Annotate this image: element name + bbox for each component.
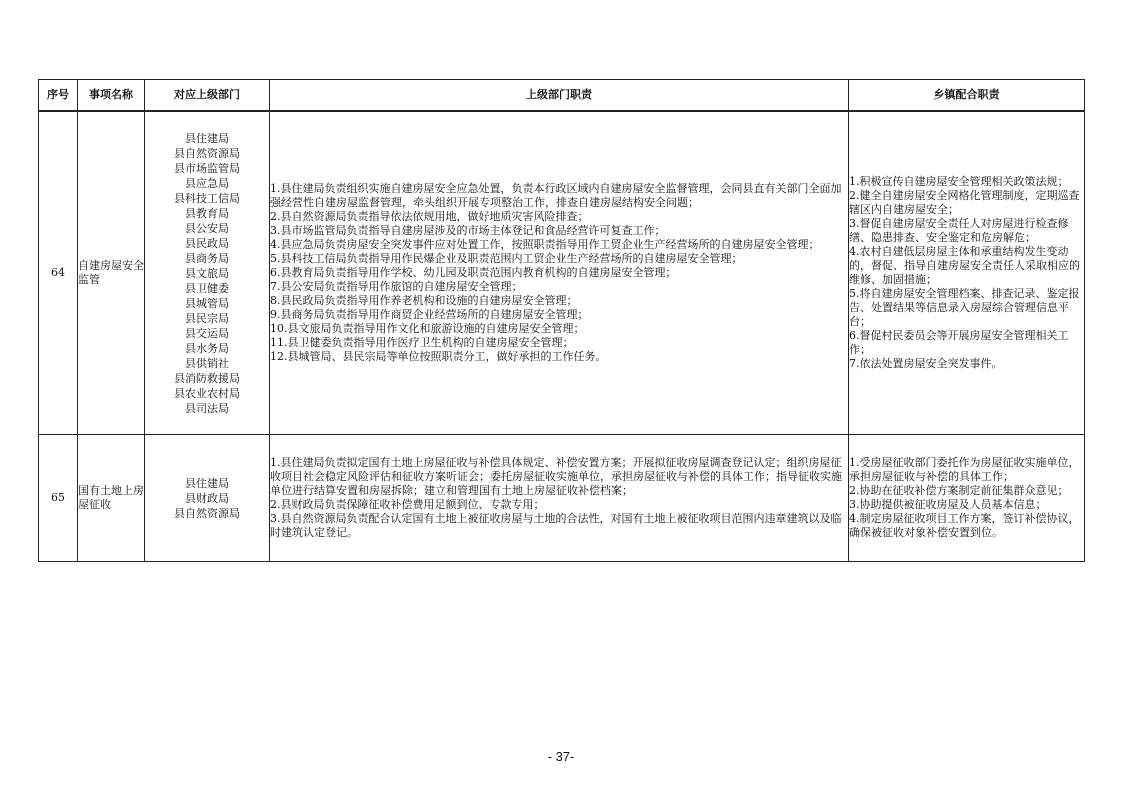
coop-item: 5.将自建房屋安全管理档案、排查记录、鉴定报告、处置结果等信息录入房屋综合管理信息平台； (849, 287, 1080, 328)
department: 县应急局 (185, 176, 229, 190)
header-no: 序号 (39, 80, 78, 112)
department: 县教育局 (185, 206, 229, 220)
coop-item: 6.督促村民委员会等开展房屋安全管理相关工作； (849, 329, 1069, 356)
duty-item: 9.县商务局负责指导用作商贸企业经营场所的自建房屋安全管理； (270, 308, 589, 321)
department: 县司法局 (185, 401, 229, 415)
duty-item: 8.县民政局负责指导用作养老机构和设施的自建房屋安全管理； (270, 294, 578, 307)
department: 县科技工信局 (174, 191, 240, 205)
duty-item: 10.县文旅局负责指导用作文化和旅游设施的自建房屋安全管理； (270, 322, 585, 335)
department: 县自然资源局 (174, 506, 240, 520)
duty-item: 3.县市场监管局负责指导自建房屋涉及的市场主体登记和食品经营许可复查工作； (270, 224, 666, 237)
superior-duty-cell (270, 435, 849, 562)
duty-item: 2.县自然资源局负责指导依法依规用地，做好地质灾害风险排查； (270, 210, 589, 223)
coop-item: 3.协助提供被征收房屋及人员基本信息； (849, 498, 1047, 511)
department: 县水务局 (185, 341, 229, 355)
department: 县城管局 (185, 296, 229, 310)
duty-item: 2.县财政局负责保障征收补偿费用足额到位、专款专用； (270, 498, 545, 511)
coop-item: 7.依法处置房屋安全突发事件。 (849, 357, 1003, 370)
department-list (145, 435, 270, 562)
duty-item: 7.县公安局负责指导用作旅馆的自建房屋安全管理； (270, 280, 523, 293)
duty-item: 12.县城管局、县民宗局等单位按照职责分工，做好承担的工作任务。 (270, 350, 607, 363)
department: 县交运局 (185, 326, 229, 340)
coop-item: 2.健全自建房屋安全网格化管理制度，定期巡查辖区内自建房屋安全； (849, 189, 1080, 216)
table-header-row (39, 80, 1085, 112)
duty-item: 3.县自然资源局负责配合认定国有土地上被征收房屋与土地的合法性，对国有土地上被征收项目范围内违章建筑以及临时建筑认定登记。 (270, 512, 842, 539)
department: 县农业农村局 (174, 386, 240, 400)
table-row (39, 435, 1085, 562)
duty-item: 4.县应急局负责房屋安全突发事件应对处置工作，按照职责指导用作工贸企业生产经营场所的自建房屋安全管理； (270, 238, 820, 251)
coop-item: 4.农村自建低层房屋主体和承重结构发生变动的，督促、指导自建房屋安全责任人采取相应的维修、加固措施； (849, 245, 1080, 286)
department: 县住建局 (185, 476, 229, 490)
item-name: 国有土地上房屋征收 (78, 435, 145, 562)
page-number: - 37- (547, 749, 575, 764)
responsibility-table (38, 79, 1085, 562)
coop-item: 3.督促自建房屋安全责任人对房屋进行检查修缮、隐患排查、安全鉴定和危房解危； (849, 217, 1069, 244)
superior-duty-cell (270, 111, 849, 435)
coop-item: 4.制定房屋征收项目工作方案，签订补偿协议，确保被征收对象补偿安置到位。 (849, 512, 1080, 539)
header-town-coop-duty: 乡镇配合职责 (849, 80, 1085, 112)
town-coop-duty-cell (849, 111, 1085, 435)
department-list (145, 111, 270, 435)
department: 县自然资源局 (174, 146, 240, 160)
duty-item: 6.县教育局负责指导用作学校、幼儿园及职责范围内教育机构的自建房屋安全管理； (270, 266, 677, 279)
department: 县民宗局 (185, 311, 229, 325)
town-coop-duty-cell (849, 435, 1085, 562)
coop-item: 2.协助在征收补偿方案制定前征集群众意见； (849, 484, 1069, 497)
item-name: 自建房屋安全监管 (78, 111, 145, 435)
department: 县供销社 (185, 356, 229, 370)
department: 县卫健委 (185, 281, 229, 295)
duty-item: 1.县住建局负责组织实施自建房屋安全应急处置，负责本行政区域内自建房屋安全监督管理，会同县直有关部门全面加强经营性自建房屋监督管理，牵头组织开展专项整治工作，排查自建房屋结构安全问题； (270, 182, 842, 209)
header-item-name: 事项名称 (78, 80, 145, 112)
row-number: 64 (39, 111, 78, 435)
department: 县文旅局 (185, 266, 229, 280)
department: 县市场监管局 (174, 161, 240, 175)
department: 县商务局 (185, 251, 229, 265)
header-superior-duty: 上级部门职责 (270, 80, 849, 112)
department: 县消防救援局 (174, 371, 240, 385)
coop-item: 1.受房屋征收部门委托作为房屋征收实施单位，承担房屋征收与补偿的具体工作； (849, 456, 1080, 483)
department: 县财政局 (185, 491, 229, 505)
duty-item: 5.县科技工信局负责指导用作民爆企业及职责范围内工贸企业生产经营场所的自建房屋安全管理； (270, 252, 743, 265)
coop-item: 1.积极宣传自建房屋安全管理相关政策法规； (849, 175, 1069, 188)
table-row (39, 111, 1085, 435)
department: 县住建局 (185, 131, 229, 145)
row-number: 65 (39, 435, 78, 562)
department: 县民政局 (185, 236, 229, 250)
department: 县公安局 (185, 221, 229, 235)
duty-item: 11.县卫健委负责指导用作医疗卫生机构的自建房屋安全管理； (270, 336, 574, 349)
header-department: 对应上级部门 (145, 80, 270, 112)
duty-item: 1.县住建局负责拟定国有土地上房屋征收与补偿具体规定、补偿安置方案；开展拟征收房屋调查登记认定；组织房屋征收项目社会稳定风险评估和征收方案听证会；委托房屋征收实施单位，承担房屋征收与补偿的具体工作；指导征收实施单位进行结算安置和房屋拆除；建立和管理国有土地上房屋征收补偿档案； (270, 456, 842, 497)
